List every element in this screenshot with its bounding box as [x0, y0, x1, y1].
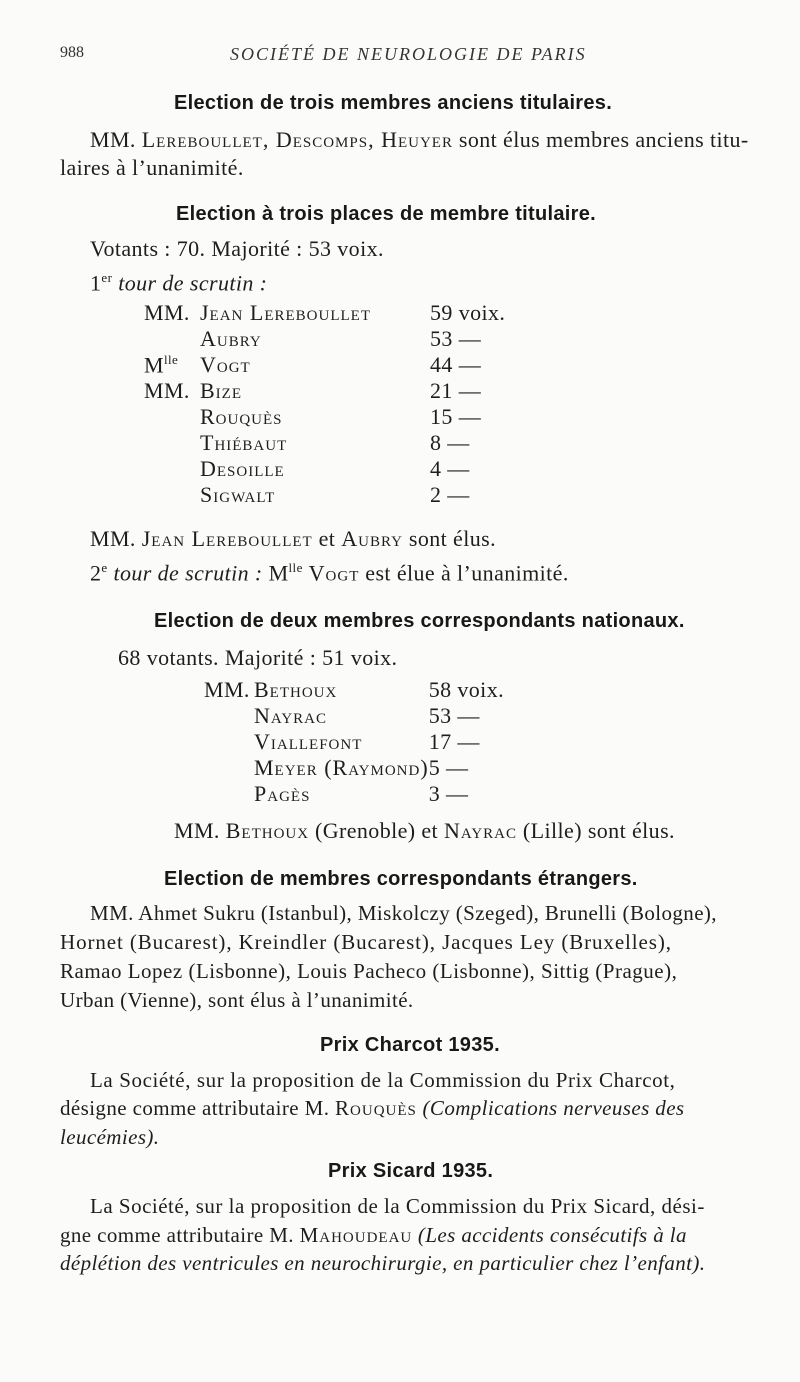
elected-name: Vogt — [308, 560, 360, 586]
candidate-name: Meyer (Raymond) — [254, 755, 429, 780]
conjunction: et — [318, 526, 336, 551]
tour2-text: est élue à l’unanimité. — [365, 560, 569, 586]
section-heading-correspondants-etrangers: Election de membres correspondants étrangers. — [164, 868, 638, 890]
laureate-name: Mahoudeau — [299, 1223, 413, 1247]
elected-line-nationaux — [174, 818, 675, 844]
elected-name: Aubry — [341, 526, 403, 551]
candidate-name: Bize — [200, 378, 242, 404]
result-row — [144, 300, 505, 326]
result-row — [144, 326, 505, 352]
mm-label: MM. — [90, 526, 136, 551]
results-table-titulaire — [144, 300, 505, 508]
sicard-line-3: déplétion des ventricules en neurochirurgie, en particulier chez l’enfant). — [60, 1251, 706, 1275]
elected-names: Lereboullet, Descomps, Heuyer — [141, 127, 453, 152]
result-row — [204, 729, 504, 755]
candidate-name: Pagès — [254, 781, 311, 806]
mm-label: MM. — [174, 818, 220, 843]
vote-count: 53 — — [430, 326, 482, 351]
result-prefix — [144, 456, 200, 482]
laureate-name: Rouquès — [335, 1096, 417, 1120]
result-prefix — [144, 326, 200, 352]
candidate-name: Vogt — [200, 352, 251, 378]
result-prefix — [204, 781, 254, 807]
section1-line1 — [90, 127, 749, 153]
mm-label: MM. — [90, 127, 136, 152]
etrangers-line-2: Hornet (Bucarest), Kreindler (Bucarest), Jacques Ley (Bruxelles), — [60, 930, 672, 954]
result-prefix — [144, 404, 200, 430]
section1-text: sont élus membres anciens titu- — [458, 127, 749, 152]
vote-count: 4 — — [430, 456, 470, 482]
elected-name: Jean Lereboullet — [141, 526, 313, 551]
elected-line-titulaire — [90, 526, 496, 552]
vote-count: 2 — — [430, 482, 470, 508]
charcot-title: (Complications nerveuses des — [422, 1096, 685, 1120]
result-row — [144, 352, 505, 378]
result-row — [144, 404, 505, 430]
result-prefix-sup: lle — [163, 352, 179, 367]
tour1-number: 1 — [90, 270, 102, 296]
result-row — [204, 781, 504, 807]
vote-count: 17 — — [428, 729, 480, 754]
candidate-name: Nayrac — [254, 703, 328, 728]
result-row — [144, 482, 505, 508]
title-prefix: M — [268, 560, 289, 586]
section-heading-prix-sicard: Prix Sicard 1935. — [328, 1160, 494, 1182]
charcot-line-1: La Société, sur la proposition de la Commission du Prix Charcot, — [90, 1068, 676, 1092]
candidate-name: Desoille — [200, 456, 285, 482]
candidate-name: Rouquès — [200, 404, 283, 430]
charcot-text: désigne comme attributaire M. — [60, 1096, 330, 1120]
candidate-name: Thiébaut — [200, 430, 288, 456]
tour2-label: tour de scrutin : — [113, 560, 263, 586]
section-heading-anciens-titulaires: Election de trois membres anciens titulaires. — [174, 92, 613, 114]
elected-city: (Grenoble) et — [314, 818, 439, 843]
elected-text: (Lille) sont élus. — [522, 818, 675, 843]
sicard-title: (Les accidents consécutifs à la — [417, 1223, 687, 1247]
candidate-name: Jean Lereboullet — [200, 300, 371, 325]
section1-line2: laires à l’unanimité. — [60, 155, 244, 180]
tour1-sup: er — [101, 270, 113, 285]
vote-count: 44 — — [430, 352, 482, 378]
sicard-line-1: La Société, sur la proposition de la Commission du Prix Sicard, dési- — [90, 1194, 705, 1218]
result-prefix — [144, 482, 200, 508]
result-prefix: MM. — [204, 677, 250, 702]
result-prefix: $M^{lle}$ — [144, 352, 179, 378]
vote-count: 53 — — [428, 703, 480, 728]
result-row — [144, 456, 505, 482]
page-number: 988 — [60, 44, 84, 61]
vote-count: 58 voix. — [428, 677, 504, 702]
etrangers-line-3: Ramao Lopez (Lisbonne), Louis Pacheco (Lisbonne), Sittig (Prague), — [60, 959, 678, 983]
elected-name: Nayrac — [443, 818, 518, 843]
elected-name: Bethoux — [225, 818, 310, 843]
section-heading-correspondants-nationaux: Election de deux membres correspondants nationaux. — [154, 610, 685, 632]
result-prefix — [204, 703, 254, 729]
section-heading-prix-charcot: Prix Charcot 1935. — [320, 1034, 500, 1056]
tour2-number: 2 — [90, 560, 102, 586]
votants-line: Votants : 70. Majorité : 53 voix. — [90, 236, 384, 261]
result-row — [144, 430, 505, 456]
vote-count: 21 — — [430, 378, 482, 404]
etrangers-line-1: MM. Ahmet Sukru (Istanbul), Miskolczy (Szeged), Brunelli (Bologne), — [90, 901, 717, 925]
tour1-line — [90, 270, 267, 296]
result-prefix — [144, 430, 200, 456]
tour2-line — [90, 560, 569, 586]
running-title: SOCIÉTÉ DE NEUROLOGIE DE PARIS — [230, 44, 587, 64]
charcot-line-3: leucémies). — [60, 1125, 160, 1149]
tour2-sup: e — [101, 560, 108, 575]
vote-count: 5 — — [428, 755, 469, 780]
result-row — [204, 703, 504, 729]
vote-count: 59 voix. — [430, 300, 506, 325]
charcot-line-2 — [60, 1096, 685, 1121]
tour1-label: tour de scrutin : — [118, 270, 268, 296]
result-prefix — [204, 729, 254, 755]
title-sup: lle — [288, 560, 303, 575]
result-row — [204, 755, 504, 781]
candidate-name: Viallefont — [254, 729, 363, 754]
result-row — [144, 378, 505, 404]
result-row — [204, 677, 504, 703]
elected-text: sont élus. — [408, 526, 496, 551]
result-prefix: MM. — [144, 300, 190, 325]
etrangers-line-4: Urban (Vienne), sont élus à l’unanimité. — [60, 988, 414, 1012]
result-prefix: MM. — [144, 378, 190, 404]
candidate-name: Sigwalt — [200, 482, 276, 508]
result-prefix — [204, 755, 254, 781]
section-heading-membre-titulaire: Election à trois places de membre titulaire. — [176, 203, 597, 225]
candidate-name: Aubry — [200, 326, 262, 351]
sicard-line-2 — [60, 1223, 687, 1248]
vote-count: 15 — — [430, 404, 482, 430]
vote-count: 8 — — [430, 430, 470, 456]
results-table-nationaux — [204, 677, 504, 807]
vote-count: 3 — — [428, 781, 469, 806]
sicard-text: gne comme attributaire M. — [60, 1223, 294, 1247]
candidate-name: Bethoux — [254, 677, 338, 702]
votants-line-nationaux: 68 votants. Majorité : 51 voix. — [118, 645, 398, 670]
